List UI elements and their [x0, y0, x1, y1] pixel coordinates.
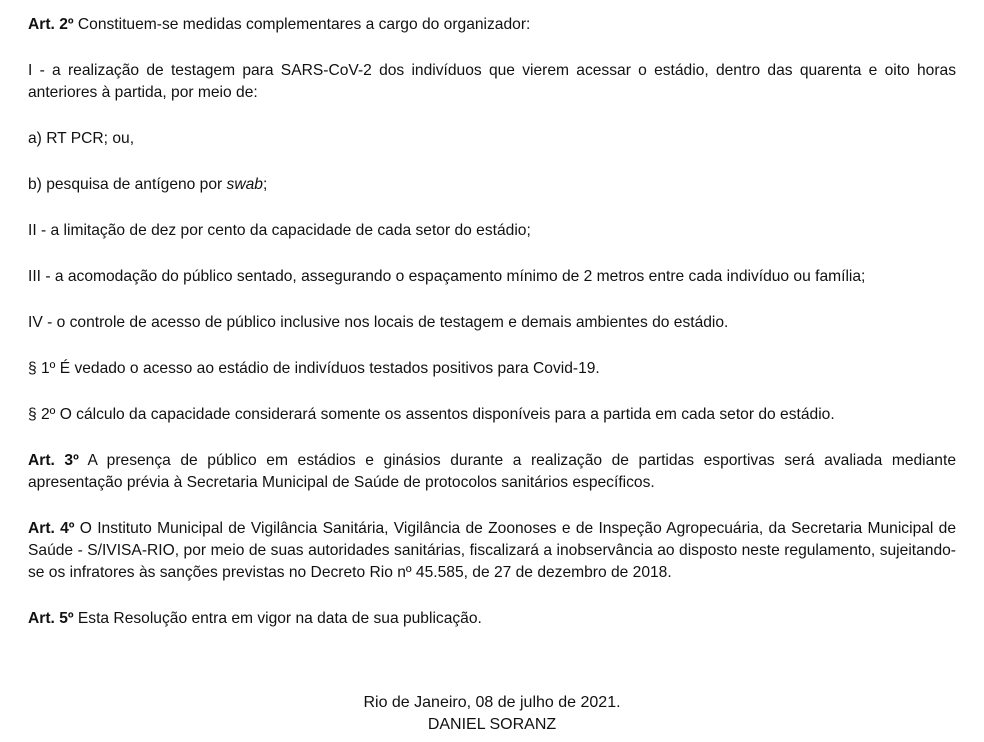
paragraph-text: O cálculo da capacidade considerará somente os assentos disponíveis para a partida em cada setor do estádio. [55, 406, 835, 423]
article-label: Art. 4º [28, 520, 75, 537]
item-label: I - [28, 62, 45, 79]
article-text: A presença de público em estádios e ginásios durante a realização de partidas esportivas será avaliada mediante apresentação prévia à Secretaria Municipal de Saúde de protocolos sanitários específicos. [28, 452, 956, 491]
article-label: Art. 3º [28, 452, 79, 469]
signatory-name: DANIEL SORANZ [427, 716, 557, 733]
item-text: a realização de testagem para SARS-CoV-2 dos indivíduos que vierem acessar o estádio, dentro das quarenta e oito horas anteriores à partida, por meio de: [28, 62, 957, 101]
item-emphasis: swab [226, 176, 263, 193]
item-text: o controle de acesso de público inclusive nos locais de testagem e demais ambientes do estádio. [52, 314, 729, 331]
article-4 [28, 518, 956, 584]
item-text: pesquisa de antígeno por [41, 176, 227, 193]
item-label: a) [28, 130, 42, 147]
item-text: a limitação de dez por cento da capacidade de cada setor do estádio; [46, 222, 531, 239]
item-label: b) [28, 176, 42, 193]
place-date: Rio de Janeiro, 08 de julho de 2021. [363, 694, 621, 711]
paragraph-label: § 1º [28, 360, 56, 377]
paragraph-text: É vedado o acesso ao estádio de indivíduos testados positivos para Covid-19. [55, 360, 600, 377]
item-label: IV - [28, 314, 53, 331]
item-ii [28, 220, 956, 242]
item-iv [28, 312, 956, 334]
article-text: O Instituto Municipal de Vigilância Sanitária, Vigilância de Zoonoses e de Inspeção Agropecuária, da Secretaria Municipal de Saúde - S/IVISA-RIO, por meio de suas autoridades sanitárias, fiscalizará a inobservância ao disposto neste regulamento, sujeitando-se os infratores às sanções previstas no Decreto Rio nº 45.585, de 27 de dezembro de 2018. [28, 520, 956, 581]
item-text-after: ; [262, 176, 268, 193]
item-label: II - [28, 222, 47, 239]
article-text: Constituem-se medidas complementares a cargo do organizador: [73, 16, 531, 33]
item-label: III - [28, 268, 51, 285]
item-iii [28, 266, 956, 288]
article-text: Esta Resolução entra em vigor na data de sua publicação. [73, 610, 482, 627]
paragraph-label: § 2º [28, 406, 56, 423]
article-label: Art. 2º [28, 16, 74, 33]
article-5 [28, 608, 956, 630]
item-i [28, 60, 956, 104]
article-3 [28, 450, 956, 494]
signature-block [28, 692, 956, 736]
item-text: a acomodação do público sentado, assegurando o espaçamento mínimo de 2 metros entre cada indivíduo ou família; [50, 268, 866, 285]
paragraph-1 [28, 358, 956, 380]
item-a [28, 128, 956, 150]
article-label: Art. 5º [28, 610, 74, 627]
item-b [28, 174, 956, 196]
item-text: RT PCR; ou, [41, 130, 135, 147]
paragraph-2 [28, 404, 956, 426]
article-2 [28, 14, 956, 36]
document-body [28, 14, 956, 630]
